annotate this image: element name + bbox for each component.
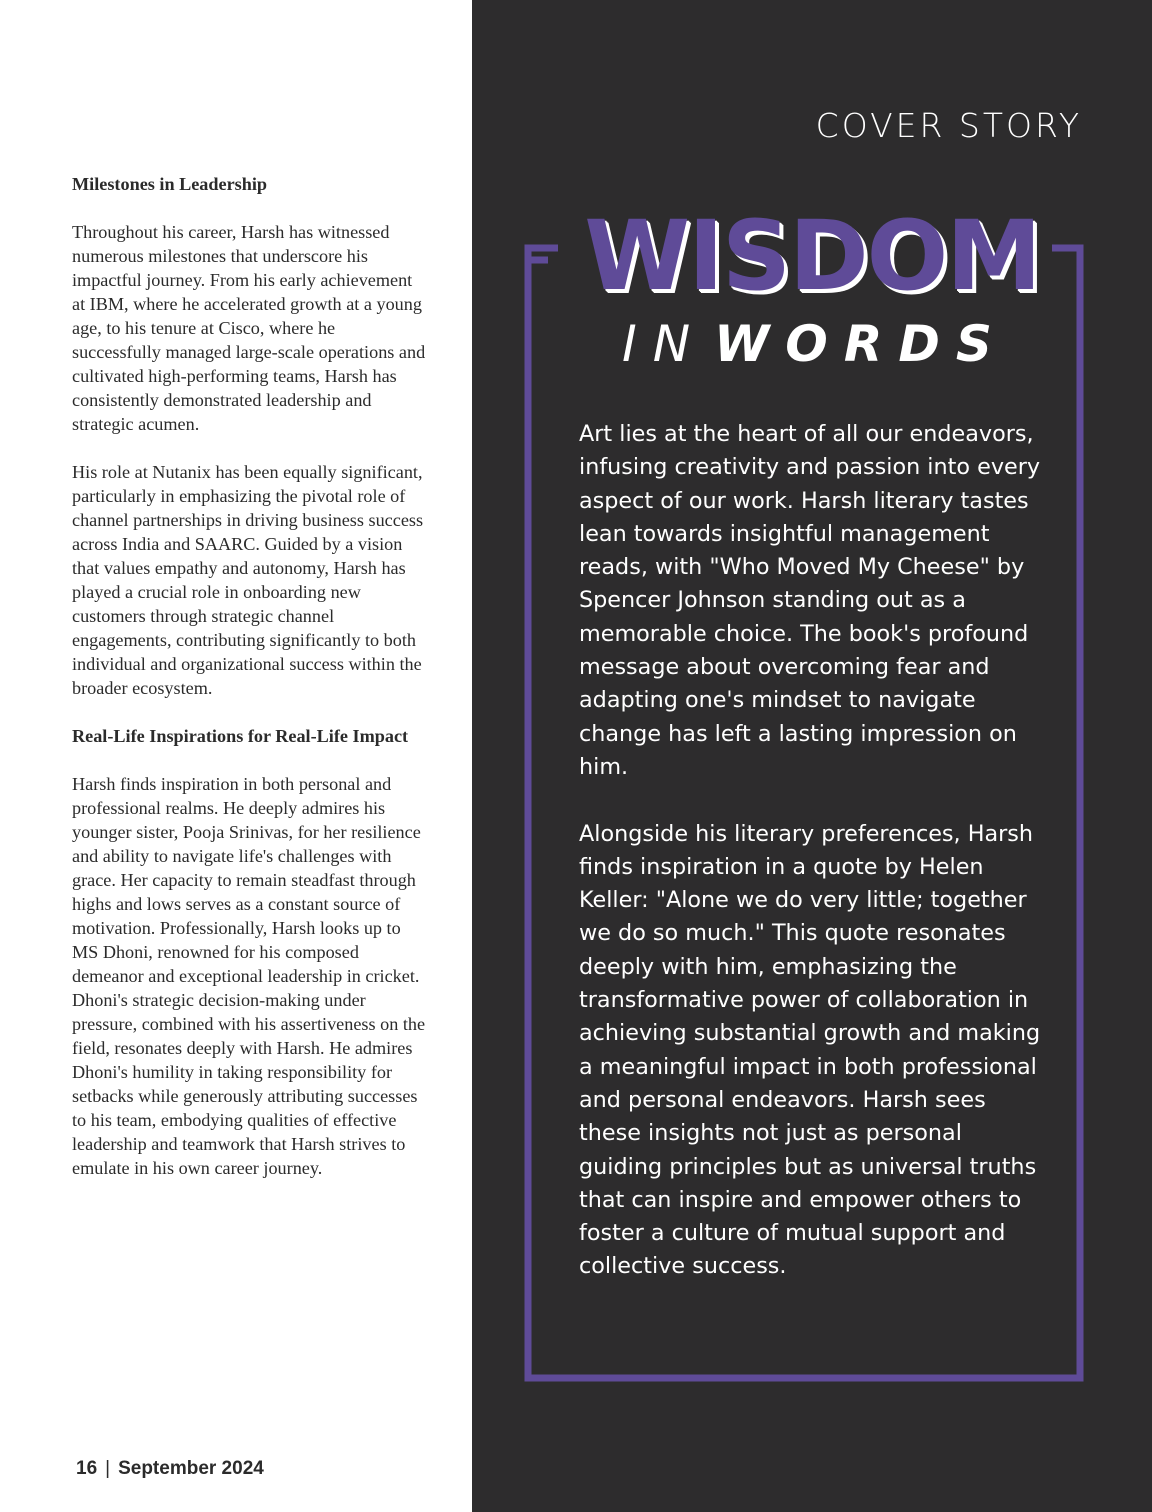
title-words: WORDS bbox=[714, 315, 1008, 373]
paragraph-milestones: Throughout his career, Harsh has witnessed numerous milestones that underscore his impactful journey. From his early achievement at IBM, where he accelerated growth at a young age, to his tenure at Cisco, where he successfully managed large-scale operations and cultivated high-performing teams, Harsh has consistently demonstrated leadership and strategic acumen. bbox=[72, 222, 426, 434]
paragraph-nutanix: His role at Nutanix has been equally significant, particularly in emphasizing the pivotal role of channel partnerships in driving business success across India and SAARC. Guided by a vision that values empathy and autonomy, Harsh has played a crucial role in onboarding new customers through strategic channel engagements, contributing significantly to both individual and organizational success within the broader ecosystem. bbox=[72, 462, 424, 698]
right-panel bbox=[472, 0, 1152, 1512]
page-number: 16 bbox=[76, 1458, 98, 1479]
title-in: IN bbox=[622, 315, 707, 373]
page-footer bbox=[76, 1458, 264, 1480]
footer-separator: | bbox=[105, 1458, 111, 1479]
heading-milestones: Milestones in Leadership bbox=[72, 174, 268, 194]
title-in-words bbox=[622, 312, 1008, 376]
left-column bbox=[0, 0, 472, 1512]
section-label: COVER STORY bbox=[815, 106, 1082, 145]
paragraph-keller: Alongside his literary preferences, Harsh finds inspiration in a quote by Helen Keller: "Alone we do very little; together we do so much." This quote resonates deeply with him, emphasizing the transformative power of collaboration in achieving substantial growth and making a meaningful impact in both professional and personal endeavors. Harsh sees these insights not just as personal guiding principles but as universal truths that can inspire and empower others to foster a culture of mutual support and collective success. bbox=[579, 820, 1041, 1280]
paragraph-art: Art lies at the heart of all our endeavors, infusing creativity and passion into every aspect of our work. Harsh literary tastes lean towards insightful management reads, with "Who Moved My Cheese" by Spencer Johnson standing out as a memorable choice. The book's profound message about overcoming fear and adapting one's mindset to navigate change has left a lasting impression on him. bbox=[579, 421, 1041, 780]
left-article-body bbox=[72, 172, 428, 1180]
heading-inspirations: Real-Life Inspirations for Real-Life Impact bbox=[72, 726, 409, 746]
title-wisdom: WISDOM bbox=[584, 200, 1040, 312]
paragraph-inspirations: Harsh finds inspiration in both personal and professional realms. He deeply admires his younger sister, Pooja Srinivas, for her resilience and ability to navigate life's challenges with grace. Her capacity to remain steadfast through highs and lows serves as a constant source of motivation. Professionally, Harsh looks up to MS Dhoni, renowned for his composed demeanor and exceptional leadership in cricket. Dhoni's strategic decision-making under pressure, combined with his assertiveness on the field, resonates deeply with Harsh. He admires Dhoni's humility in taking responsibility for setbacks while generously attributing successes to his team, embodying qualities of effective leadership and teamwork that Harsh strives to emulate in his own career journey. bbox=[72, 774, 426, 1178]
right-article-body bbox=[579, 418, 1049, 1284]
issue-date: September 2024 bbox=[118, 1458, 264, 1479]
